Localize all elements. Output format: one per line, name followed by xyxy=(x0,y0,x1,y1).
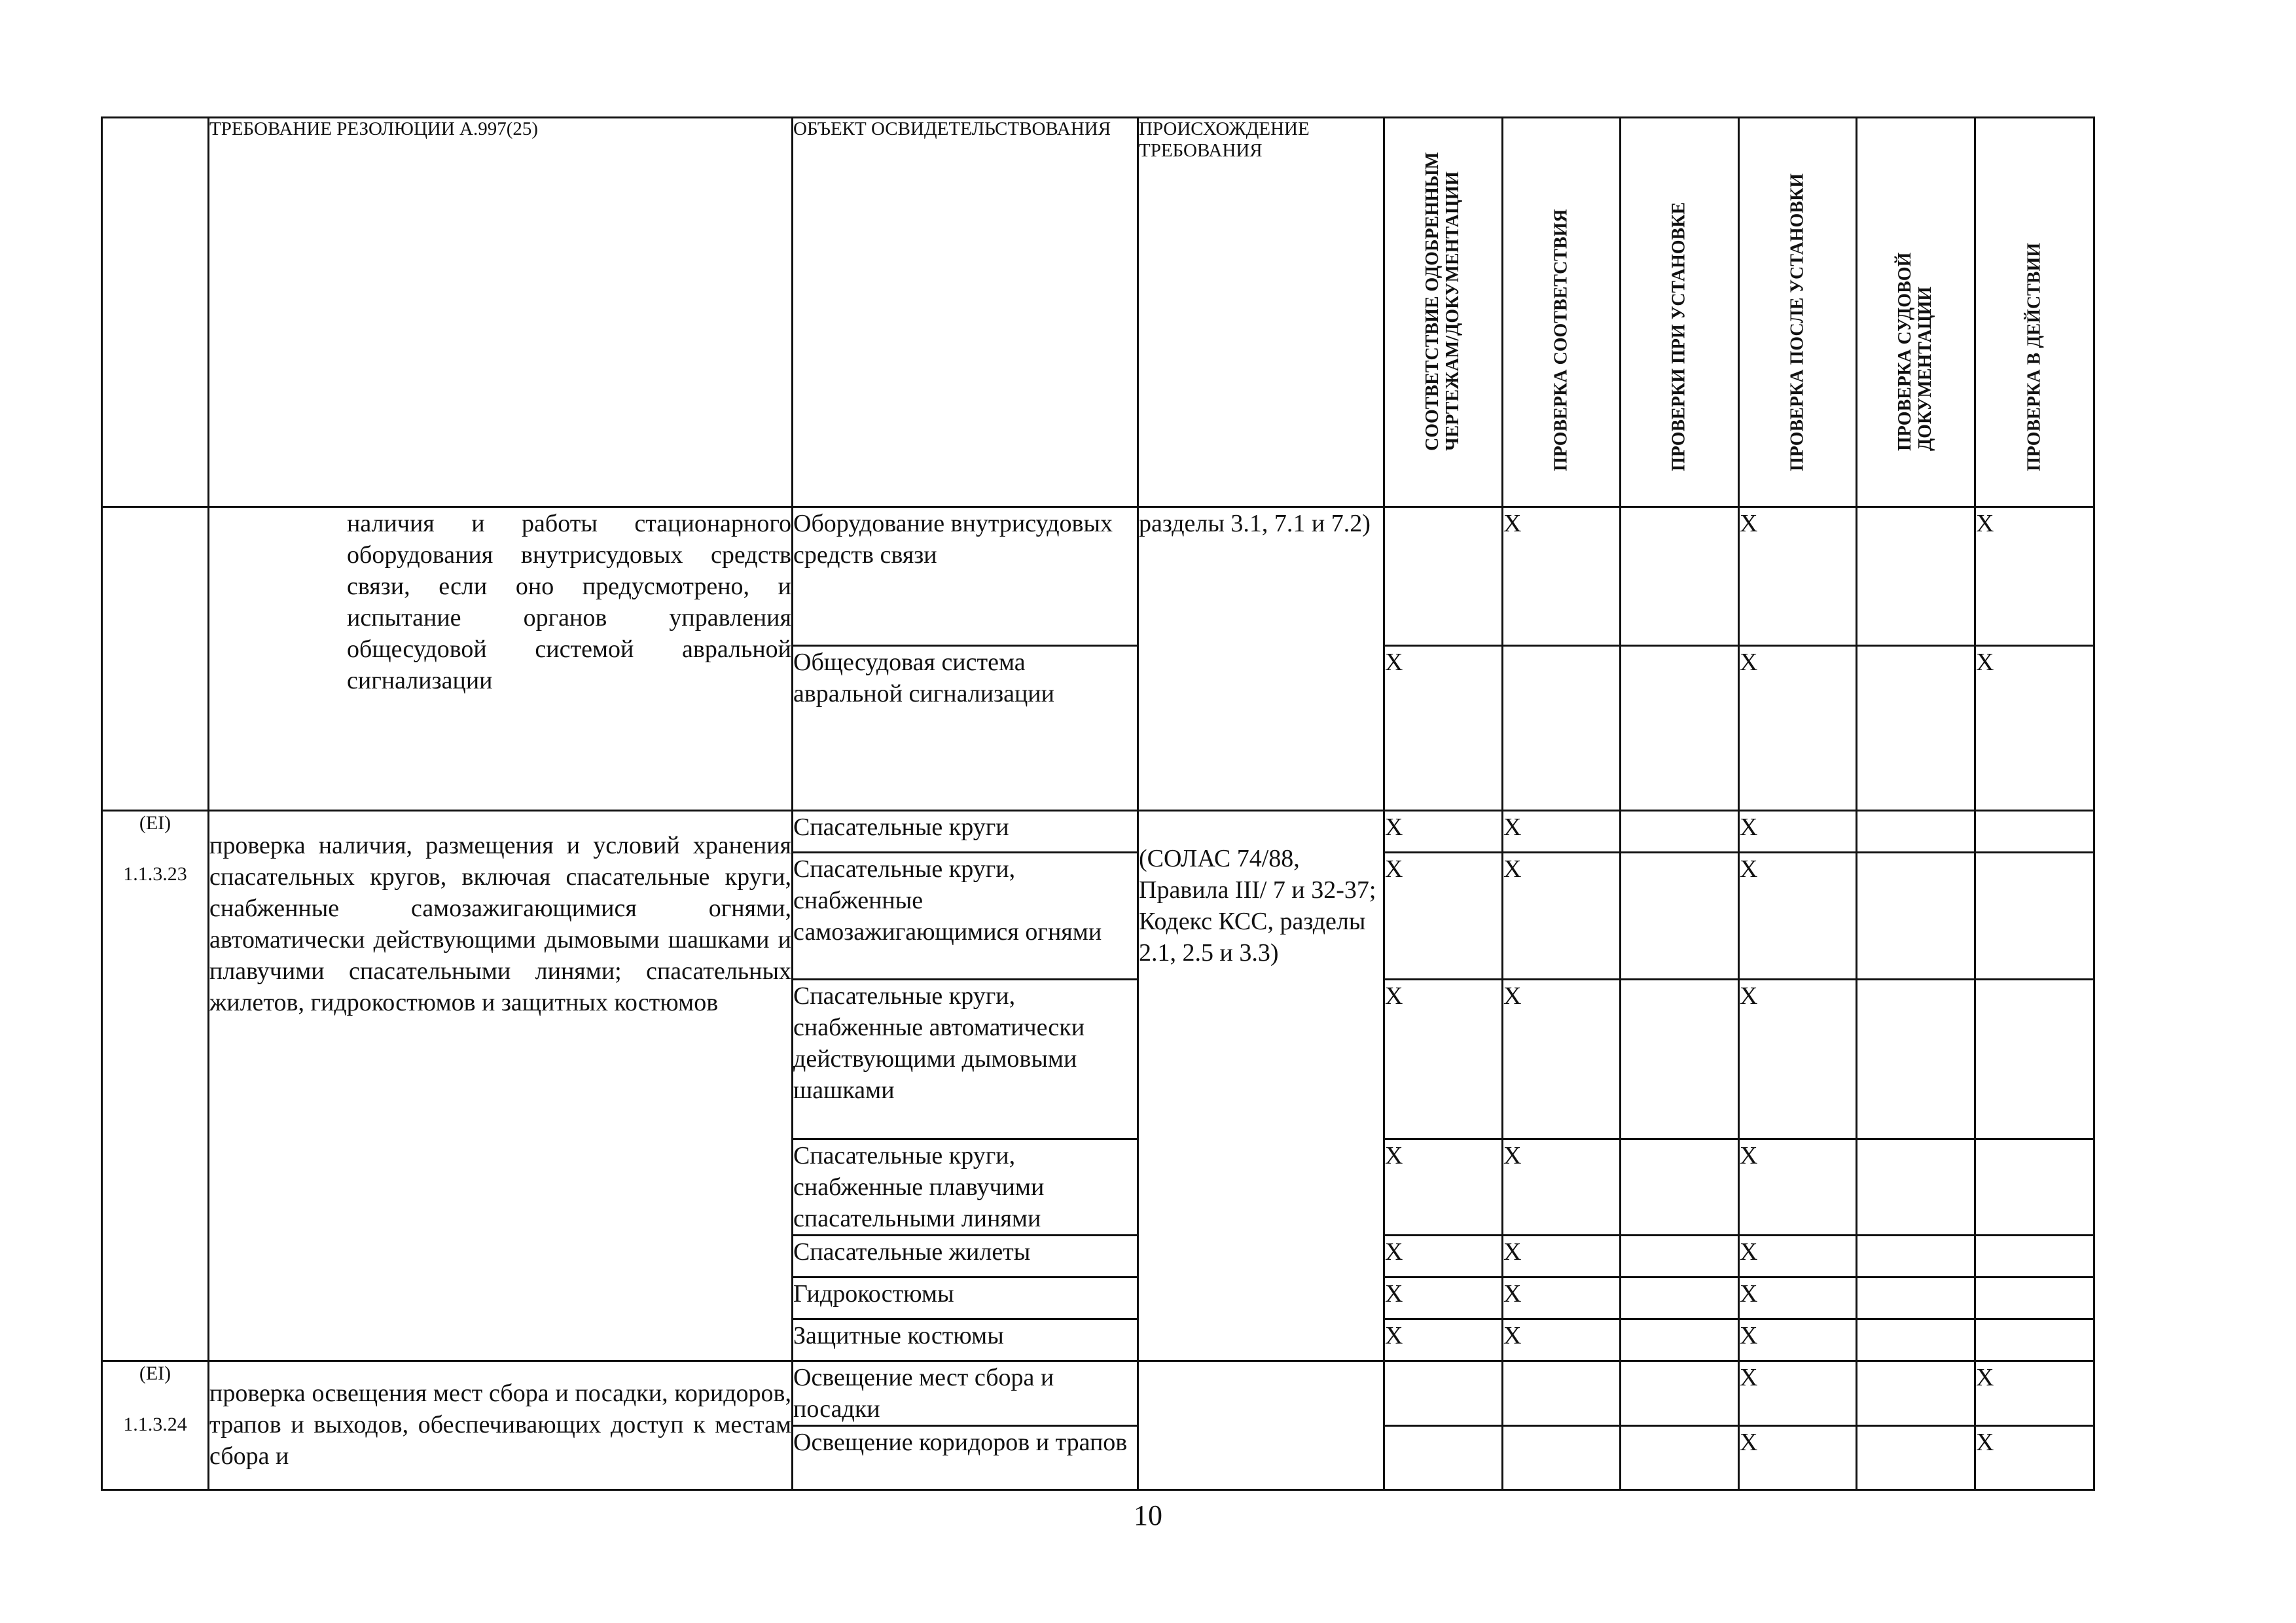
s2-object-6: Гидрокостюмы xyxy=(793,1277,1138,1319)
s2-r4-c5 xyxy=(1857,1139,1975,1236)
s3-object-1: Освещение мест сбора и посадки xyxy=(793,1361,1138,1426)
s1-r2-c4: X xyxy=(1739,646,1857,811)
header-ship-docs-check xyxy=(1857,118,1975,507)
s3-r2-c6: X xyxy=(1975,1426,2094,1490)
s2-r3-c2: X xyxy=(1503,980,1621,1139)
s2-number-cell xyxy=(102,811,209,1361)
s1-r1-c2: X xyxy=(1503,507,1621,646)
s2-r7-c4: X xyxy=(1739,1319,1857,1361)
s2-tag: (EI) xyxy=(139,812,171,834)
s2-r6-c6 xyxy=(1975,1277,2094,1319)
header-requirement: ТРЕБОВАНИЕ РЕЗОЛЮЦИИ A.997(25) xyxy=(209,118,793,507)
header-row xyxy=(102,118,2094,507)
s2-r2-c5 xyxy=(1857,853,1975,980)
header-approved-docs-label: СООТВЕТСТВИЕ ОДОБРЕННЫМ ЧЕРТЕЖАМ/ДОКУМЕНТАЦИИ xyxy=(1422,152,1463,452)
s2-r3-c5 xyxy=(1857,980,1975,1139)
s2-r2-c1: X xyxy=(1384,853,1503,980)
s2-r4-c1: X xyxy=(1384,1139,1503,1236)
header-source: ПРОИСХОЖДЕНИЕ ТРЕБОВАНИЯ xyxy=(1138,118,1384,507)
s2-r7-c3 xyxy=(1621,1319,1739,1361)
s3-r1-c4: X xyxy=(1739,1361,1857,1426)
s2-r1-c2: X xyxy=(1503,811,1621,853)
s2-r5-c2: X xyxy=(1503,1236,1621,1277)
s2-r6-c4: X xyxy=(1739,1277,1857,1319)
header-object: ОБЪЕКТ ОСВИДЕТЕЛЬСТВОВАНИЯ xyxy=(793,118,1138,507)
s1-r2-c5 xyxy=(1857,646,1975,811)
s2-r3-c4: X xyxy=(1739,980,1857,1139)
s3-number: 1.1.3.24 xyxy=(123,1414,187,1435)
s1-object-2: Общесудовая система авральной сигнализации xyxy=(793,646,1138,811)
header-number xyxy=(102,118,209,507)
s2-number: 1.1.3.23 xyxy=(123,863,187,885)
header-ship-docs-check-label: ПРОВЕРКА СУДОВОЙ ДОКУМЕНТАЦИИ xyxy=(1895,253,1935,452)
s2-r2-c2: X xyxy=(1503,853,1621,980)
s2-r5-c4: X xyxy=(1739,1236,1857,1277)
s1-object-1: Оборудование внутрисудовых средств связи xyxy=(793,507,1138,646)
s2-r4-c6 xyxy=(1975,1139,2094,1236)
s2-r3-c6 xyxy=(1975,980,2094,1139)
s2-r2-c3 xyxy=(1621,853,1739,980)
s1-requirement: наличия и работы стационарного оборудования внутрисудовых средств связи, если оно предусмотрено, и испытание органов управления общесудовой системой авральной сигнализации xyxy=(209,507,793,811)
s1-number xyxy=(102,507,209,811)
s2-r4-c2: X xyxy=(1503,1139,1621,1236)
s1-r2-c3 xyxy=(1621,646,1739,811)
s2-object-4: Спасательные круги, снабженные плавучими спасательными линями xyxy=(793,1139,1138,1236)
header-conformity-check-label: ПРОВЕРКА СООТВЕТСТВИЯ xyxy=(1551,209,1571,472)
s1-source: разделы 3.1, 7.1 и 7.2) xyxy=(1138,507,1384,811)
s2-r3-c1: X xyxy=(1384,980,1503,1139)
s1-r2-c1: X xyxy=(1384,646,1503,811)
s2-r1-c1: X xyxy=(1384,811,1503,853)
s2-r7-c6 xyxy=(1975,1319,2094,1361)
s2-r2-c4: X xyxy=(1739,853,1857,980)
requirements-table xyxy=(101,116,2095,1491)
page-number: 10 xyxy=(1134,1499,1162,1531)
s2-r2-c6 xyxy=(1975,853,2094,980)
s3-r2-c5 xyxy=(1857,1426,1975,1490)
s3-r1-c6: X xyxy=(1975,1361,2094,1426)
s2-object-2: Спасательные круги, снабженные самозажигающимися огнями xyxy=(793,853,1138,980)
s2-r5-c3 xyxy=(1621,1236,1739,1277)
s2-r4-c4: X xyxy=(1739,1139,1857,1236)
header-operation-check xyxy=(1975,118,2094,507)
header-install-check-label: ПРОВЕРКИ ПРИ УСТАНОВКЕ xyxy=(1668,202,1689,472)
header-install-check xyxy=(1621,118,1739,507)
s2-r6-c1: X xyxy=(1384,1277,1503,1319)
s1-r1-c1 xyxy=(1384,507,1503,646)
s2-r3-c3 xyxy=(1621,980,1739,1139)
s2-r6-c3 xyxy=(1621,1277,1739,1319)
table-row xyxy=(102,1361,2094,1426)
s2-requirement: проверка наличия, размещения и условий хранения спасательных кругов, включая спасательные круги, снабженные самозажигающимися огнями, автоматически действующими дымовыми шашками и плавучими спасательными линями; спасательных жилетов, гидрокостюмов и защитных костюмов xyxy=(209,811,793,1361)
s3-r2-c3 xyxy=(1621,1426,1739,1490)
header-operation-check-label: ПРОВЕРКА В ДЕЙСТВИИ xyxy=(2024,243,2045,472)
s2-r1-c4: X xyxy=(1739,811,1857,853)
s1-r1-c3 xyxy=(1621,507,1739,646)
s3-r2-c2 xyxy=(1503,1426,1621,1490)
s3-source xyxy=(1138,1361,1384,1490)
s2-r1-c6 xyxy=(1975,811,2094,853)
s1-r1-c6: X xyxy=(1975,507,2094,646)
s3-number-cell xyxy=(102,1361,209,1490)
s3-r1-c3 xyxy=(1621,1361,1739,1426)
s2-object-3: Спасательные круги, снабженные автоматически действующими дымовыми шашками xyxy=(793,980,1138,1139)
s2-r4-c3 xyxy=(1621,1139,1739,1236)
s2-r7-c1: X xyxy=(1384,1319,1503,1361)
s1-r2-c6: X xyxy=(1975,646,2094,811)
s3-r2-c4: X xyxy=(1739,1426,1857,1490)
s3-object-2: Освещение коридоров и трапов xyxy=(793,1426,1138,1490)
header-conformity-check xyxy=(1503,118,1621,507)
s2-r6-c5 xyxy=(1857,1277,1975,1319)
s2-object-5: Спасательные жилеты xyxy=(793,1236,1138,1277)
s3-r1-c5 xyxy=(1857,1361,1975,1426)
s2-r7-c5 xyxy=(1857,1319,1975,1361)
s2-object-7: Защитные костюмы xyxy=(793,1319,1138,1361)
s2-r1-c3 xyxy=(1621,811,1739,853)
s2-r5-c6 xyxy=(1975,1236,2094,1277)
s2-r6-c2: X xyxy=(1503,1277,1621,1319)
s1-r2-c2 xyxy=(1503,646,1621,811)
s1-r1-c5 xyxy=(1857,507,1975,646)
s3-requirement: проверка освещения мест сбора и посадки, коридоров, трапов и выходов, обеспечивающих доступ к местам сбора и xyxy=(209,1361,793,1490)
table-row xyxy=(102,507,2094,646)
s2-object-1: Спасательные круги xyxy=(793,811,1138,853)
header-approved-docs xyxy=(1384,118,1503,507)
s2-r7-c2: X xyxy=(1503,1319,1621,1361)
s2-r5-c5 xyxy=(1857,1236,1975,1277)
s1-r1-c4: X xyxy=(1739,507,1857,646)
s3-tag: (EI) xyxy=(139,1363,171,1384)
s2-source: (СОЛАС 74/88, Правила III/ 7 и 32-37; Кодекс КСС, разделы 2.1, 2.5 и 3.3) xyxy=(1138,811,1384,1361)
s3-r1-c1 xyxy=(1384,1361,1503,1426)
header-post-install-check xyxy=(1739,118,1857,507)
s3-r1-c2 xyxy=(1503,1361,1621,1426)
s2-r5-c1: X xyxy=(1384,1236,1503,1277)
s2-r1-c5 xyxy=(1857,811,1975,853)
s3-r2-c1 xyxy=(1384,1426,1503,1490)
header-post-install-check-label: ПРОВЕРКА ПОСЛЕ УСТАНОВКИ xyxy=(1787,173,1808,472)
table-row xyxy=(102,811,2094,853)
